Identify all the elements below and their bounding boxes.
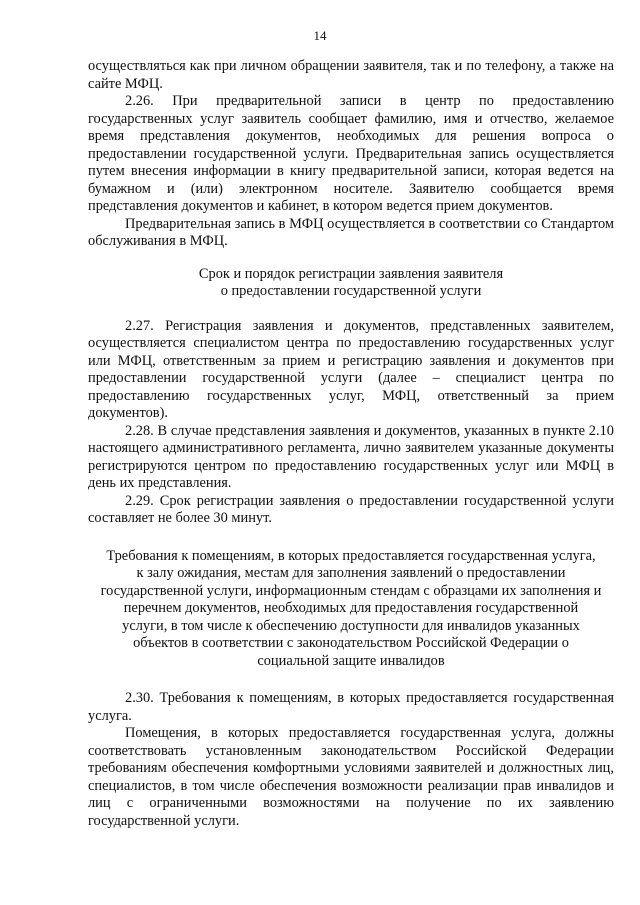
paragraph-2-29: 2.29. Срок регистрации заявления о предоставлении государственной услуги составляет не более 30 минут. (88, 492, 614, 526)
section-heading-registration (88, 266, 614, 301)
paragraph-2-26: 2.26. При предварительной записи в центр по предоставлению государственных услуг заявитель сообщает фамилию, имя и отчество, желаемое время представления документов, необходимых для решения вопроса о предоставлении государственной услуги. Предварительная запись осуществляется путем внесения информации в книгу предварительной записи, которая ведется на бумажном и (или) электронном носителе. Заявителю сообщается время представления документов и кабинет, в котором ведется прием документов. (88, 93, 614, 214)
heading-line: о предоставлении государственной услуги (220, 283, 482, 299)
page-number: 14 (313, 28, 327, 43)
heading-line: перечнем документов, необходимых для предоставления государственной (123, 600, 579, 616)
document-body (88, 58, 614, 830)
heading-line: услуги, в том числе к обеспечению доступности для инвалидов указанных (122, 617, 580, 634)
paragraph-2-28: 2.28. В случае представления заявления и документов, указанных в пункте 2.10 настоящего административного регламента, лично заявителем указанные документы регистрируются центром по предоставлению государственных услуг или МФЦ в день их представления. (88, 422, 614, 491)
heading-line: к залу ожидания, местам для заполнения заявлений о предоставлении (136, 565, 566, 581)
heading-line: государственной услуги, информационным стендам с образцами их заполнения и (100, 582, 602, 599)
paragraph-2-30: 2.30. Требования к помещениям, в которых предоставляется государственная услуга. (88, 690, 614, 724)
section-heading-requirements (78, 548, 624, 671)
heading-line: Срок и порядок регистрации заявления заявителя (198, 265, 504, 282)
paragraph-mfc-booking: Предварительная запись в МФЦ осуществляется в соответствии со Стандартом обслуживания в МФЦ. (88, 215, 614, 249)
heading-line: социальной защите инвалидов (257, 652, 445, 669)
heading-line: объектов в соответствии с законодательством Российской Федерации о (133, 635, 569, 651)
paragraph-premises: Помещения, в которых предоставляется государственная услуга, должны соответствовать установленным законодательством Российской Федерации требованиям обеспечения комфортными условиями заявителей и должностных лиц, специалистов, в том числе обеспечения возможности реализации прав инвалидов и лиц с ограниченными возможностями на получение по их заявлению государственной услуги. (88, 725, 614, 829)
paragraph-2-27: 2.27. Регистрация заявления и документов, представленных заявителем, осуществляется специалистом центра по предоставлению государственных услуг или МФЦ, ответственным за прием и регистрацию заявления и документов при предоставлении государственной услуги (далее – специалист центра по предоставлению государственных услуг, МФЦ, ответственный за прием документов). (88, 317, 614, 421)
heading-line: Требования к помещениям, в которых предоставляется государственная услуга, (106, 547, 596, 564)
paragraph-continuation: осуществляться как при личном обращении заявителя, так и по телефону, а также на сайте МФЦ. (88, 58, 614, 92)
